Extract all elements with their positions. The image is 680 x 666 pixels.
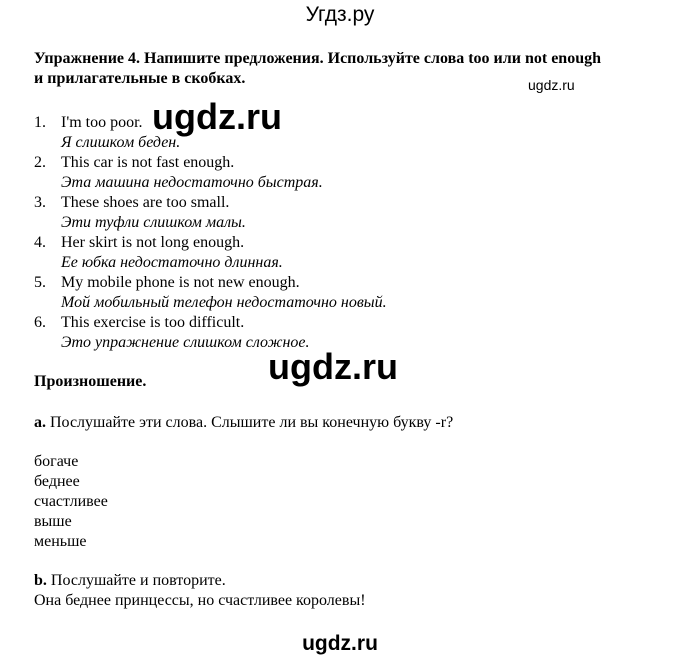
watermark-footer: ugdz.ru [302,632,378,655]
item-number: 5. [34,274,46,291]
english-sentence: My mobile phone is not new enough. [61,274,300,291]
task-a-label: a. [34,414,46,431]
exercise-heading: Упражнение 4. Напишите предложения. Используйте слова too или not enough и прилагательные в скобках. [34,50,601,87]
pronunciation-title: Произношение. [34,373,147,390]
practice-sentence: Она беднее принцессы, но счастливее королевы! [34,592,366,609]
english-sentence: This car is not fast enough. [61,154,235,171]
item-number: 1. [34,114,46,131]
russian-translation: Я слишком беден. [61,134,181,151]
russian-translation: Ее юбка недостаточно длинная. [61,254,283,271]
watermark-large: ugdz.ru [268,346,398,387]
task-b-label: b. [34,572,47,589]
english-sentence: These shoes are too small. [61,194,230,211]
word-item: богаче [34,453,79,470]
russian-translation: Мой мобильный телефон недостаточно новый. [61,294,387,311]
task-b-text: Послушайте и повторите. [50,572,226,589]
russian-translation: Эти туфли слишком малы. [61,214,246,231]
word-item: счастливее [34,493,108,510]
item-number: 2. [34,154,46,171]
watermark-large: ugdz.ru [152,96,282,137]
item-number: 6. [34,314,46,331]
item-number: 4. [34,234,46,251]
russian-translation: Это упражнение слишком сложное. [61,334,310,351]
english-sentence: Her skirt is not long enough. [61,234,245,251]
word-list [34,452,108,552]
task-a-text: Послушайте эти слова. Слышите ли вы конечную букву -r? [50,414,454,431]
word-item: меньше [34,533,87,550]
word-item: выше [34,513,72,530]
task-b [34,571,226,591]
item-number: 3. [34,194,46,211]
english-sentence: This exercise is too difficult. [61,314,245,331]
task-a [34,413,453,433]
word-item: беднее [34,473,80,490]
watermark-small: ugdz.ru [528,77,575,93]
russian-translation: Эта машина недостаточно быстрая. [61,174,323,191]
site-title: Угдз.ру [305,3,375,26]
english-sentence: I'm too poor. [61,114,143,131]
